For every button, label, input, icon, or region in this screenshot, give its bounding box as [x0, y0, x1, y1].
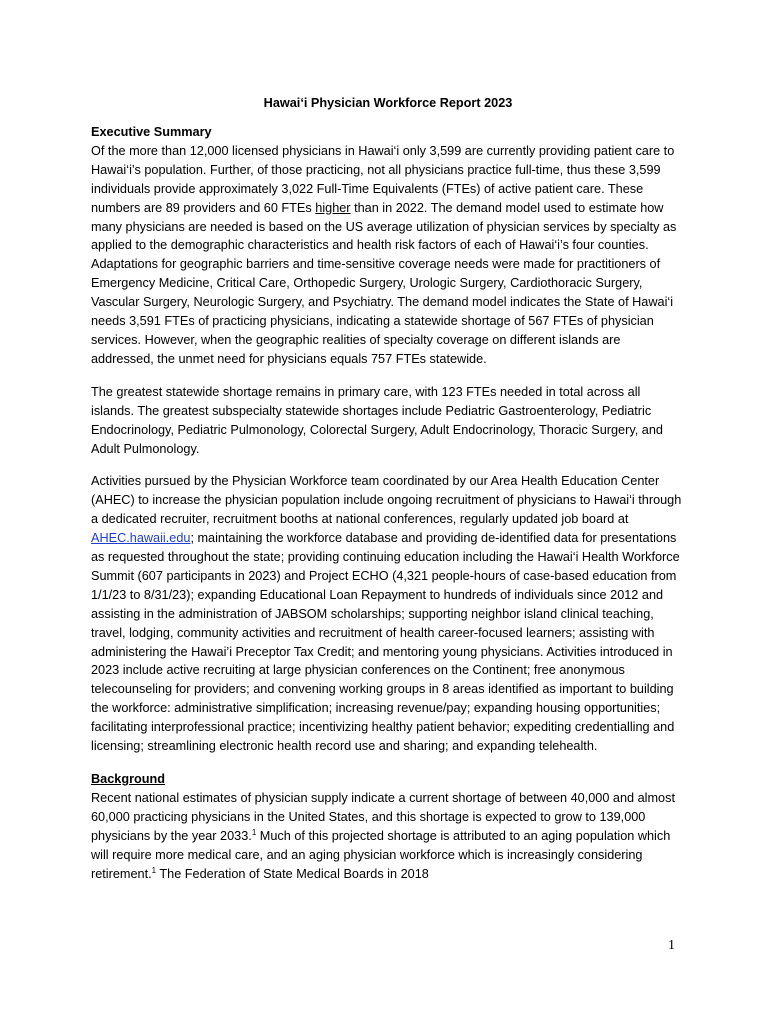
document-page — [91, 94, 685, 897]
executive-summary-paragraph-3 — [91, 472, 685, 756]
paragraph-text: than in 2022. The demand model used to estimate how many physicians are needed is based on the US average utilization of physician services by specialty as applied to the demographic characteristics and health risk factors of each of Hawai‘i’s four counties. Adaptations for geographic barriers and time-sensitive coverage needs were made for practitioners of Emergency Medicine, Critical Care, Orthopedic Surgery, Urologic Surgery, Cardiothoracic Surgery, Vascular Surgery, Neurologic Surgery, and Psychiatry. The demand model indicates the State of Hawai‘i needs 3,591 FTEs of practicing physicians, indicating a statewide shortage of 567 FTEs of physician services. However, when the geographic realities of specialty coverage on different islands are addressed, the unmet need for physicians equals 757 FTEs statewide. — [91, 200, 677, 366]
paragraph-text: The Federation of State Medical Boards in 2018 — [156, 866, 429, 881]
paragraph-text: Much of this projected shortage is attributed to an aging population which will require more medical care, and an aging physician workforce which is increasingly considering retirement. — [91, 828, 671, 881]
emphasis-higher: higher — [315, 200, 351, 215]
ahec-link[interactable]: AHEC.hawaii.edu — [91, 531, 191, 546]
background-heading: Background — [91, 772, 166, 786]
footnote-reference[interactable]: 1 — [151, 865, 157, 875]
page-number: 1 — [668, 938, 675, 953]
paragraph-text: ; maintaining the workforce database and providing de-identified data for presentations as requested throughout the state; providing continuing education including the Hawai‘i Health Workforce Summit (607 participants in 2023) and Project ECHO (4,321 people-hours of case-based education from 1/1/23 to 8/31/23); expanding Educational Loan Repayment to hundreds of individuals since 2012 and assisting in the administration of JABSOM scholarships; supporting neighbor island clinical teaching, travel, lodging, community activities and recruitment of health career-focused learners; assisting with administering the Hawai’i Preceptor Tax Credit; and mentoring young physicians. Activities introduced in 2023 include active recruiting at large physician conferences on the Continent; free anonymous telecounseling for providers; and convening working groups in 8 areas identified as important to building the workforce: administrative simplification; increasing revenue/pay; expanding housing opportunities; facilitating interprofessional practice; incentivizing healthy patient behavior; expediting credentialling and licensing; streamlining electronic health record use and sharing; and expanding telehealth. — [91, 531, 680, 754]
paragraph-text: Recent national estimates of physician supply indicate a current shortage of between 40,000 and almost 60,000 practicing physicians in the United States, and this shortage is expected to grow to 139,000 physicians by the year 2033. — [91, 790, 675, 843]
paragraph-text: Activities pursued by the Physician Workforce team coordinated by our Area Health Education Center (AHEC) to increase the physician population include ongoing recruitment of physicians to Hawai‘i through a dedicated recruiter, recruitment booths at national conferences, regularly updated job board at — [91, 474, 682, 527]
executive-summary-heading: Executive Summary — [91, 125, 212, 139]
paragraph-text: Of the more than 12,000 licensed physicians in Hawai‘i only 3,599 are currently providing patient care to Hawai‘i’s population. Further, of those practicing, not all physicians practice full-time, thus these 3,599 individuals provide approximately 3,022 Full-Time Equivalents (FTEs) of active patient care. These numbers are 89 providers and 60 FTEs — [91, 143, 675, 215]
background-paragraph — [91, 789, 685, 884]
footnote-reference[interactable]: 1 — [251, 827, 257, 837]
executive-summary-paragraph-2: The greatest statewide shortage remains in primary care, with 123 FTEs needed in total across all islands. The greatest subspecialty statewide shortages include Pediatric Gastroenterology, Pediatric Endocrinology, Pediatric Pulmonology, Colorectal Surgery, Adult Endocrinology, Thoracic Surgery, and Adult Pulmonology. — [91, 384, 663, 456]
executive-summary-paragraph-1 — [91, 142, 685, 369]
report-title: Hawai‘i Physician Workforce Report 2023 — [263, 96, 513, 110]
